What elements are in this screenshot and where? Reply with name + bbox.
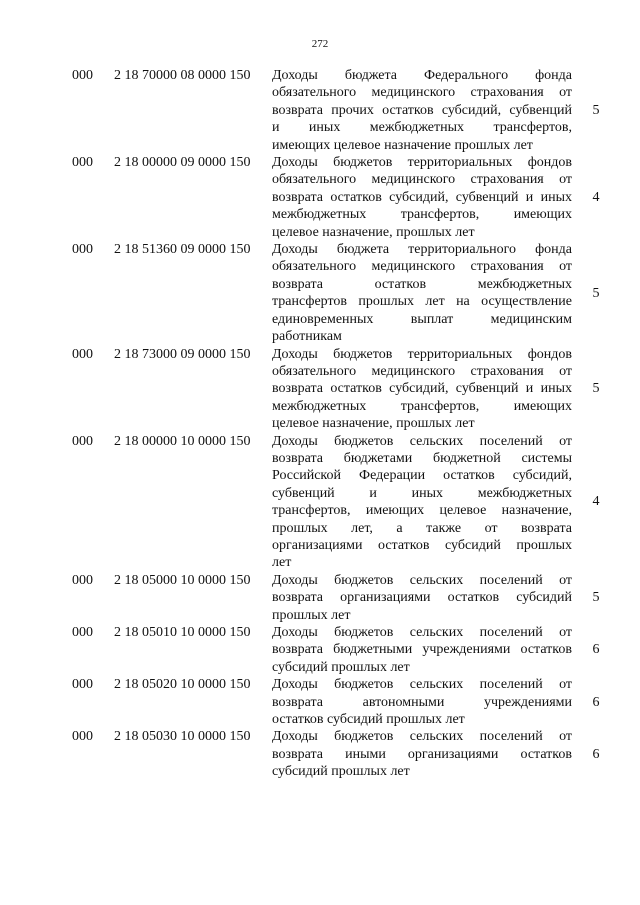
table-row — [0, 433, 640, 572]
group-level: 6 — [592, 746, 600, 762]
group-level: 5 — [592, 102, 600, 118]
description-line: Доходы бюджетов сельских поселений от — [272, 625, 572, 640]
income-description — [272, 241, 572, 345]
description-line: и иных межбюджетных трансфертов, — [272, 120, 572, 136]
budget-classification-code: 2 18 05030 10 0000 150 — [114, 729, 251, 745]
income-description — [272, 154, 572, 241]
admin-code: 000 — [72, 433, 93, 449]
description-line: обязательного медицинского страхования от — [272, 363, 572, 379]
description-line: целевое назначение, прошлых лет — [272, 416, 475, 432]
budget-classification-code: 2 18 05000 10 0000 150 — [114, 572, 251, 588]
table-row — [0, 154, 640, 241]
admin-code: 000 — [72, 625, 93, 640]
description-line: Доходы бюджетов сельских поселений от — [272, 433, 572, 449]
description-line: единовременных выплат медицинским — [272, 311, 572, 327]
description-line: прошлых лет, а также от возврата — [272, 520, 572, 536]
admin-code: 000 — [72, 677, 93, 693]
group-level: 6 — [592, 642, 600, 658]
income-description — [272, 433, 572, 572]
table-row — [0, 572, 640, 624]
income-description — [272, 346, 572, 433]
description-line: возврата прочих остатков субсидий, субвенций — [272, 102, 572, 118]
group-level: 4 — [592, 494, 600, 510]
description-line: субвенций и иных межбюджетных — [272, 485, 572, 501]
group-level: 4 — [592, 189, 600, 205]
group-level: 5 — [592, 590, 600, 606]
admin-code: 000 — [72, 68, 93, 83]
description-line: возврата организациями остатков субсидий — [272, 590, 572, 606]
income-description — [272, 572, 572, 624]
description-line: обязательного медицинского страхования от — [272, 259, 572, 275]
admin-code: 000 — [72, 729, 93, 745]
description-line: организациями остатков субсидий прошлых — [272, 537, 572, 553]
description-line: Доходы бюджета территориального фонда — [272, 242, 572, 258]
description-line: возврата бюджетами бюджетной системы — [272, 450, 572, 466]
description-line: Доходы бюджетов сельских поселений от — [272, 729, 572, 745]
description-line: субсидий прошлых лет — [272, 764, 410, 780]
budget-classification-code: 2 18 51360 09 0000 150 — [114, 242, 251, 258]
description-line: прошлых лет — [272, 607, 351, 623]
description-line: возврата остатков субсидий, субвенций и иных — [272, 381, 572, 397]
description-line: Российской Федерации остатков субсидий, — [272, 468, 572, 484]
budget-classification-code: 2 18 00000 09 0000 150 — [114, 155, 251, 171]
description-line: остатков субсидий прошлых лет — [272, 712, 465, 728]
admin-code: 000 — [72, 155, 93, 171]
description-line: возврата иными организациями остатков — [272, 746, 572, 762]
description-line: целевое назначение, прошлых лет — [272, 224, 475, 240]
description-line: возврата автономными учреждениями — [272, 694, 572, 710]
description-line: возврата остатков межбюджетных — [272, 276, 572, 292]
description-line: Доходы бюджетов сельских поселений от — [272, 572, 572, 588]
table-row — [0, 676, 640, 728]
description-line: Доходы бюджетов территориальных фондов — [272, 155, 572, 171]
admin-code: 000 — [72, 346, 93, 362]
description-line: межбюджетных трансфертов, имеющих — [272, 398, 572, 414]
description-line: работникам — [272, 329, 342, 345]
admin-code: 000 — [72, 572, 93, 588]
budget-classification-code: 2 18 05010 10 0000 150 — [114, 625, 251, 640]
description-line: лет — [272, 555, 292, 571]
classification-table — [0, 67, 640, 781]
group-level: 5 — [592, 381, 600, 397]
description-line: возврата остатков субсидий, субвенций и иных — [272, 189, 572, 205]
table-row — [0, 346, 640, 433]
description-line: имеющих целевое назначение прошлых лет — [272, 137, 533, 153]
table-row — [0, 67, 640, 154]
group-level: 5 — [592, 285, 600, 301]
description-line: Доходы бюджетов территориальных фондов — [272, 346, 572, 362]
page-number: 272 — [311, 38, 329, 50]
income-description — [272, 624, 572, 676]
description-line: Доходы бюджетов сельских поселений от — [272, 677, 572, 693]
budget-classification-code: 2 18 00000 10 0000 150 — [114, 433, 251, 449]
table-row — [0, 624, 640, 676]
admin-code: 000 — [72, 242, 93, 258]
description-line: субсидий прошлых лет — [272, 659, 410, 675]
budget-classification-code: 2 18 73000 09 0000 150 — [114, 346, 251, 362]
description-line: возврата бюджетными учреждениями остатков — [272, 642, 572, 658]
table-row — [0, 241, 640, 345]
income-description — [272, 728, 572, 780]
description-line: Доходы бюджета Федерального фонда — [272, 68, 572, 83]
income-description — [272, 67, 572, 154]
table-row — [0, 728, 640, 780]
income-description — [272, 676, 572, 728]
budget-classification-code: 2 18 05020 10 0000 150 — [114, 677, 251, 693]
description-line: обязательного медицинского страхования от — [272, 172, 572, 188]
description-line: трансфертов, имеющих целевое назначение, — [272, 503, 572, 519]
group-level: 6 — [592, 694, 600, 710]
description-line: обязательного медицинского страхования от — [272, 85, 572, 101]
description-line: трансфертов прошлых лет на осуществление — [272, 294, 572, 310]
description-line: межбюджетных трансфертов, имеющих — [272, 207, 572, 223]
budget-classification-code: 2 18 70000 08 0000 150 — [114, 68, 251, 83]
